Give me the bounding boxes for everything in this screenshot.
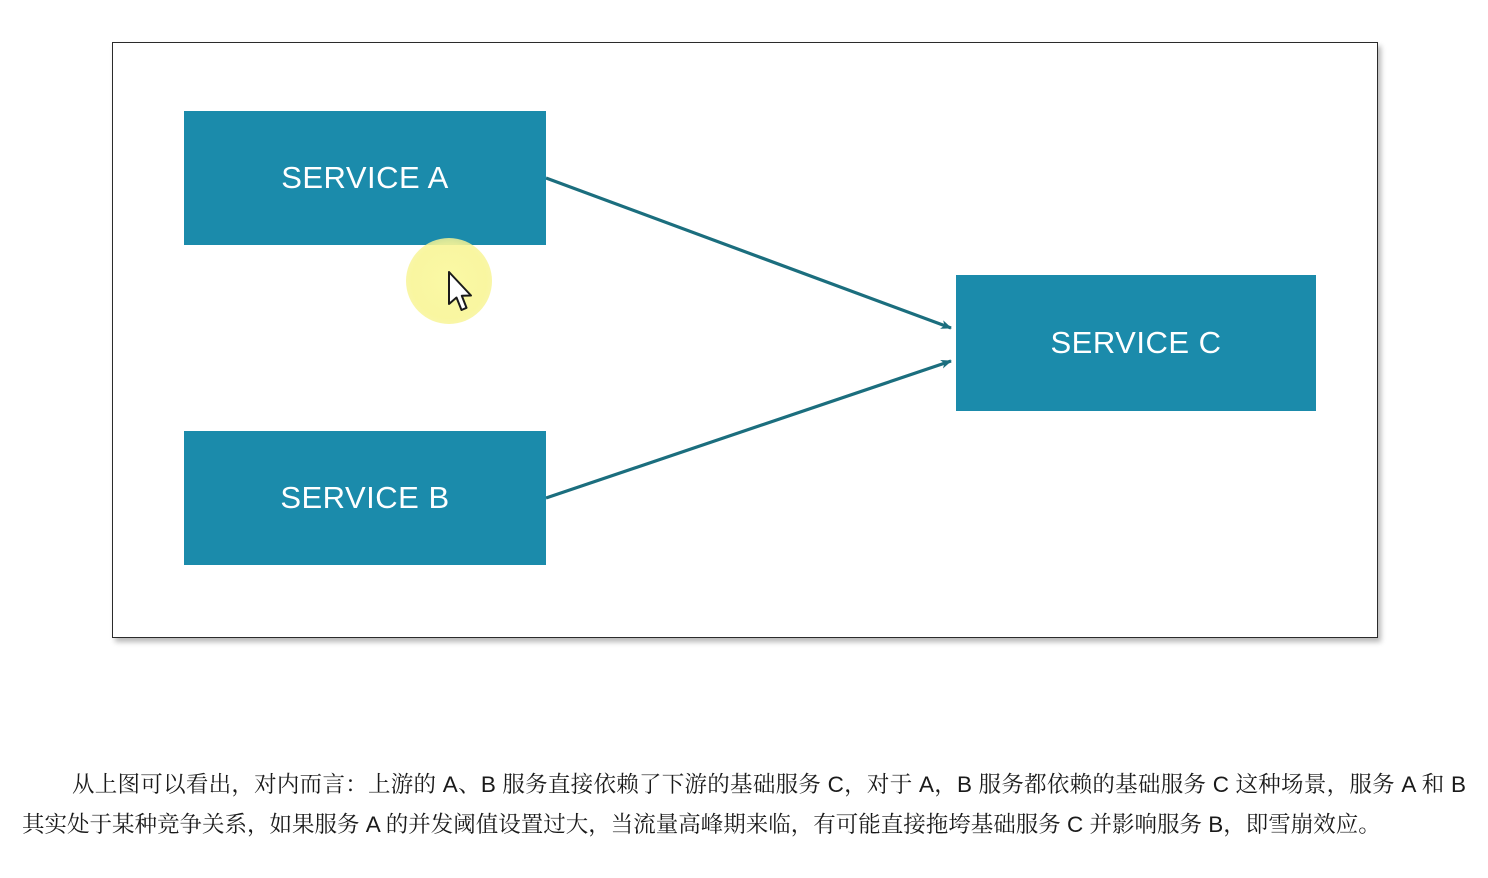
node-service-c-label: SERVICE C <box>1050 325 1222 360</box>
node-service-a[interactable] <box>184 111 546 245</box>
paragraph-text: 从上图可以看出，对内而言：上游的 A、B 服务直接依赖了下游的基础服务 C，对于 A，B 服务都依赖的基础服务 C 这种场景，服务 A 和 B 其实处于某种竞争关系，如果服务 A 的并发阈值设置过大，当流量高峰期来临，有可能直接拖垮基础服务 C 并影响服务 B，即雪崩效应。 <box>22 771 1466 837</box>
node-service-b[interactable] <box>184 431 546 565</box>
node-service-b-label: SERVICE B <box>280 480 450 515</box>
node-service-c[interactable] <box>956 275 1316 411</box>
node-service-a-label: SERVICE A <box>281 160 449 195</box>
diagram-frame <box>112 42 1378 638</box>
edge-a-to-c <box>546 178 951 328</box>
edge-b-to-c <box>546 361 951 498</box>
